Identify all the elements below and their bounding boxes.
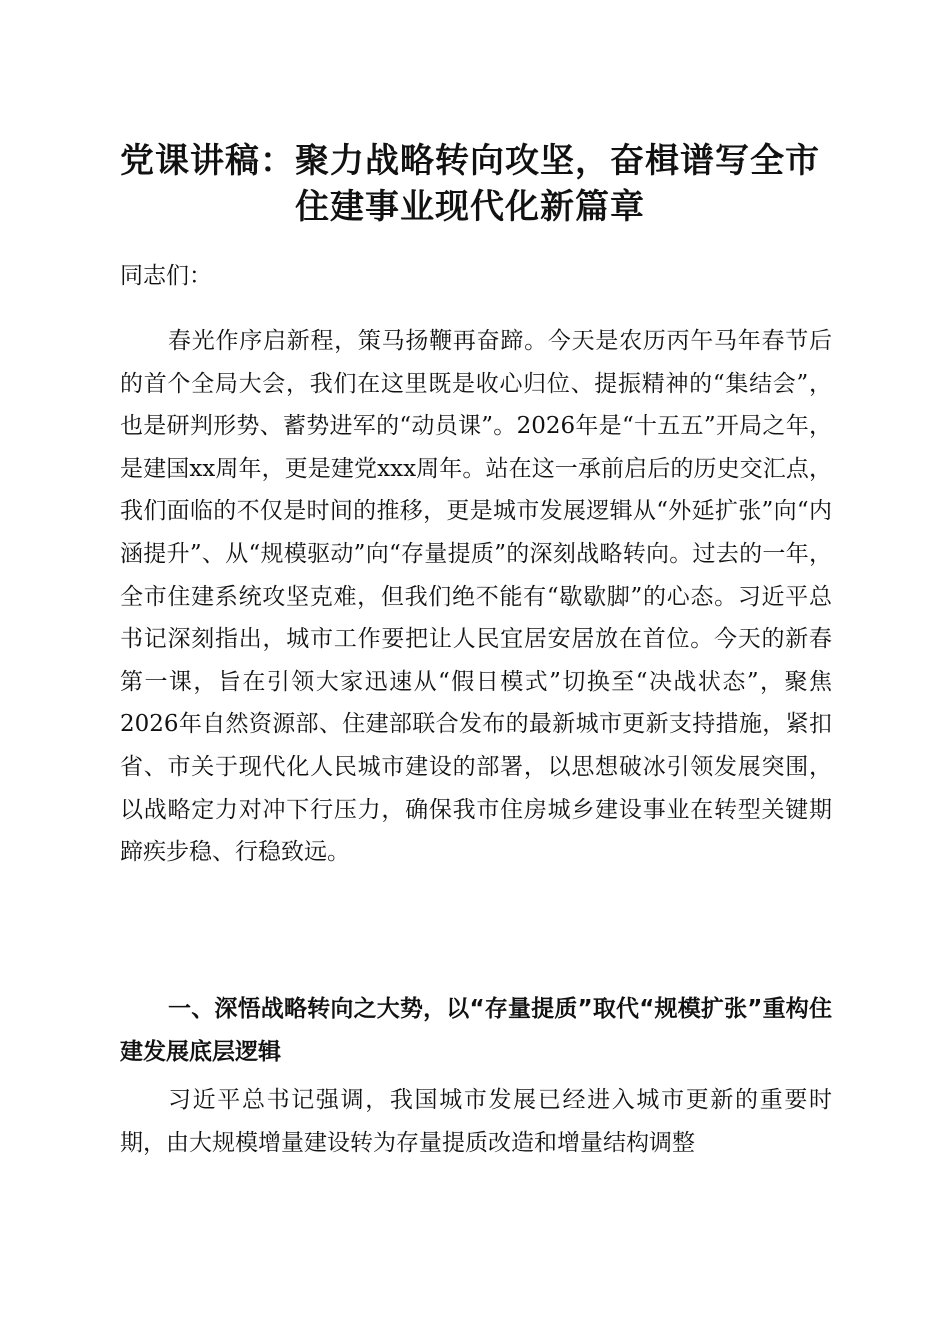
salutation: 同志们： [120,263,212,289]
title-line-1: 党课讲稿：聚力战略转向攻坚，奋楫谱写全市 [120,141,820,181]
paragraph-section-1: 习近平总书记强调，我国城市发展已经进入城市更新的重要时期，由大规模增量建设转为存量提质改造和增量结构调整 [120,1087,832,1156]
paragraph-intro: 春光作序启新程，策马扬鞭再奋蹄。今天是农历丙午马年春节后的首个全局大会，我们在这里既是收心归位、提振精神的“集结会”，也是研判形势、蓄势进军的“动员课”。2026年是“十五五”开局之年，是建国xx周年，更是建党xxx周年。站在这一承前启后的历史交汇点，我们面临的不仅是时间的推移，更是城市发展逻辑从“外延扩张”向“内涵提升”、从“规模驱动”向“存量提质”的深刻战略转向。过去的一年，全市住建系统攻坚克难，但我们绝不能有“歇歇脚”的心态。习近平总书记深刻指出，城市工作要把让人民宜居安居放在首位。今天的新春第一课，旨在引领大家迅速从“假日模式”切换至“决战状态”，聚焦2026年自然资源部、住建部联合发布的最新城市更新支持措施，紧扣省、市关于现代化人民城市建设的部署，以思想破冰引领发展突围，以战略定力对冲下行压力，确保我市住房城乡建设事业在转型关键期蹄疾步稳、行稳致远。 [120,328,832,866]
title-line-2: 住建事业现代化新篇章 [295,187,645,227]
document-title [100,138,840,230]
section-heading-1: 一、深悟战略转向之大势，以“存量提质”取代“规模扩张”重构住建发展底层逻辑 [120,996,832,1065]
